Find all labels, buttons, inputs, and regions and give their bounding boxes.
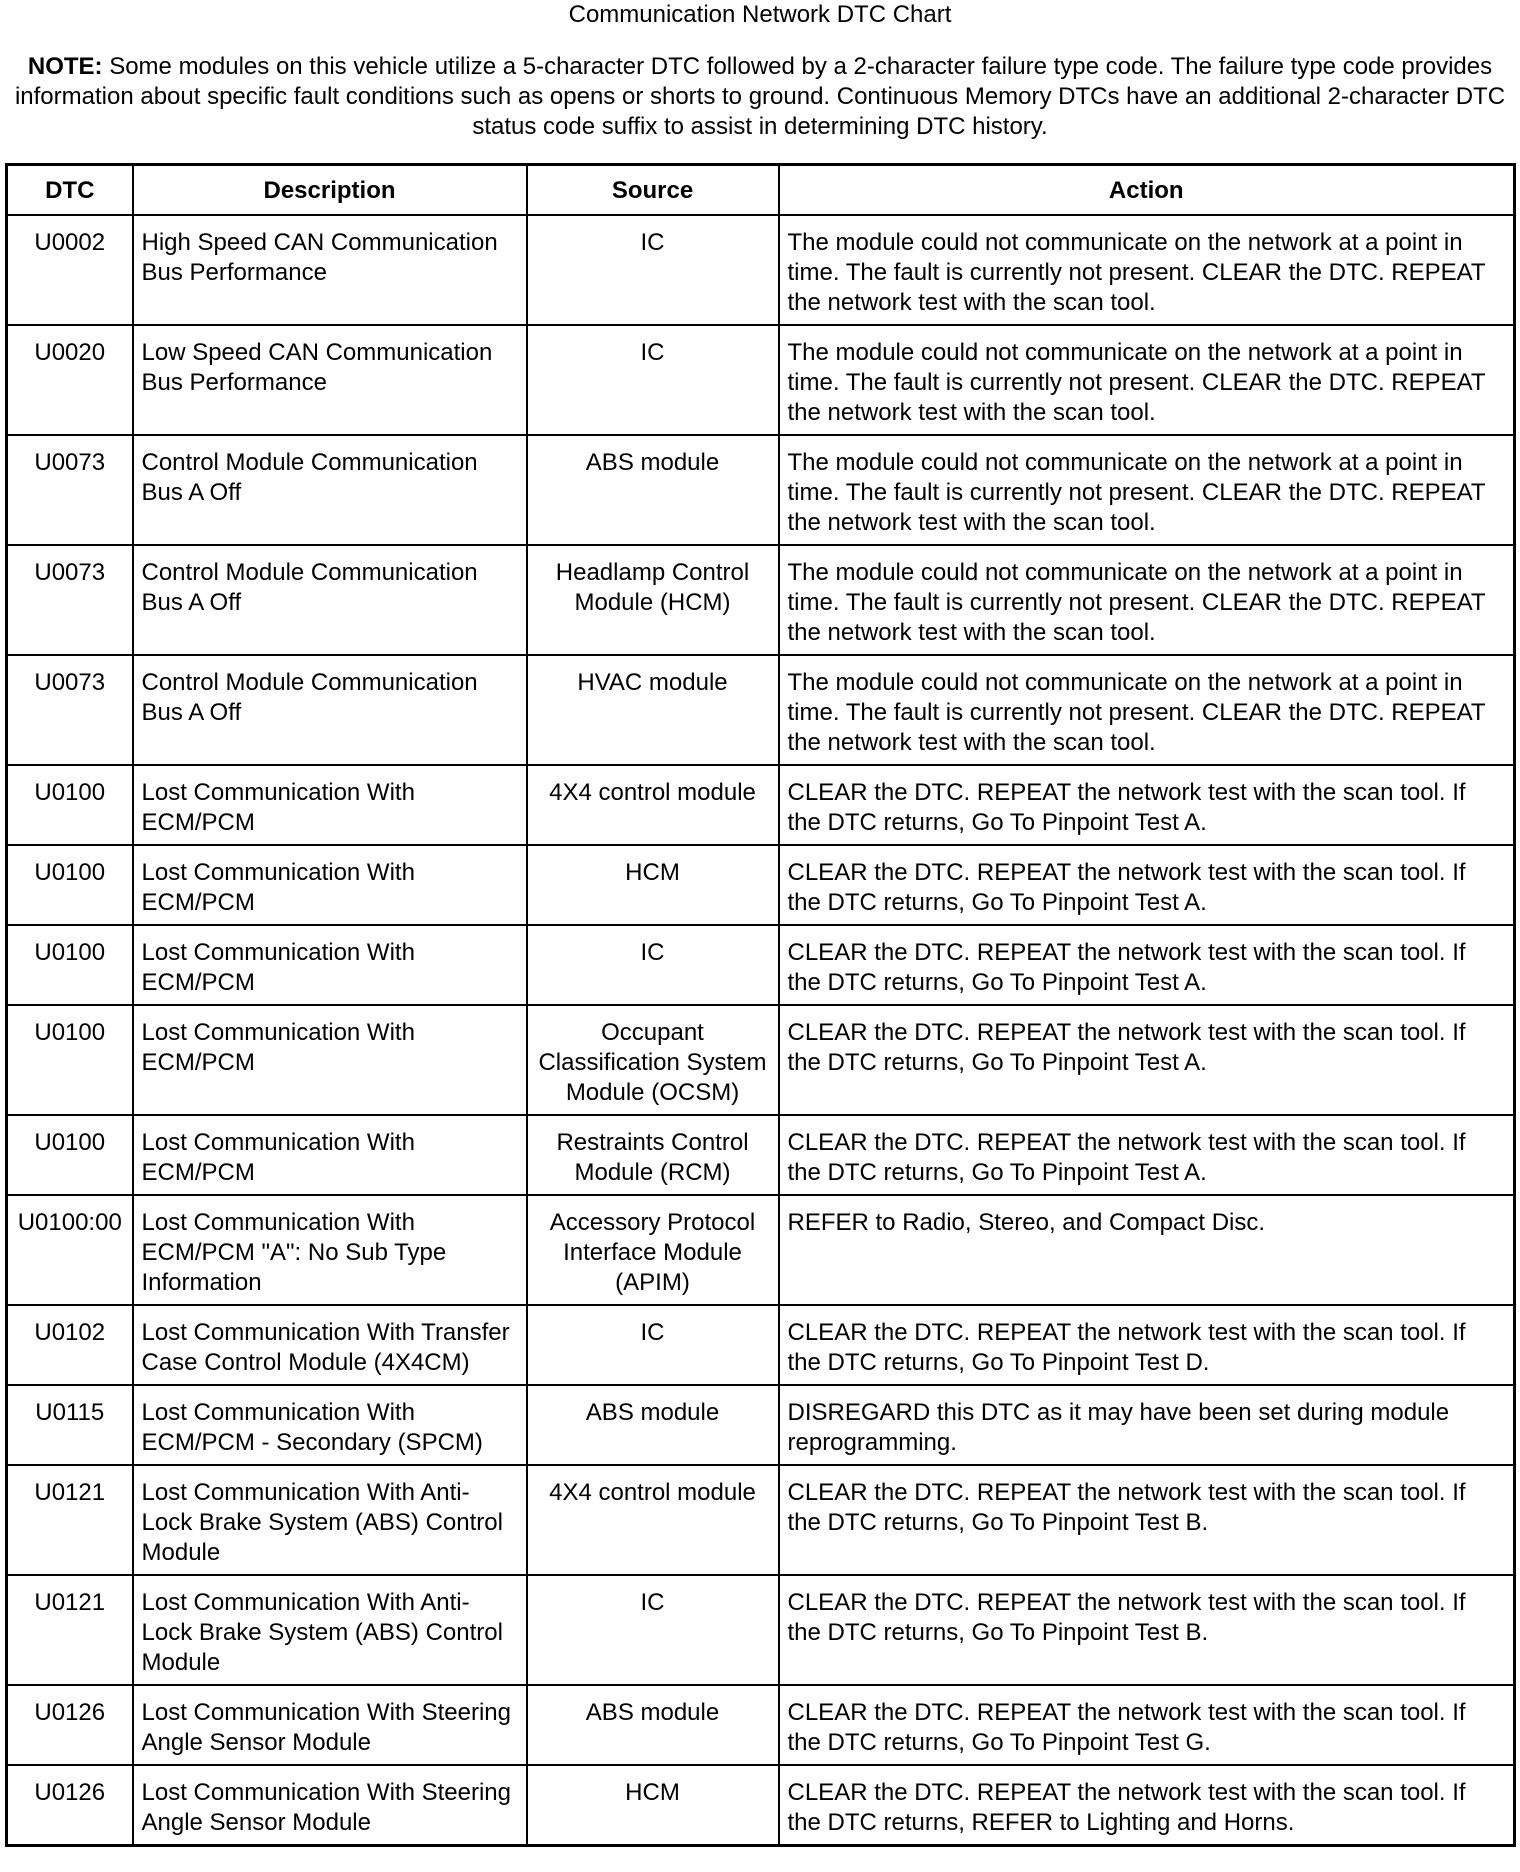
dtc-action: CLEAR the DTC. REPEAT the network test with the scan tool. If the DTC returns, Go To Pinpoint Test B. — [779, 1465, 1515, 1575]
dtc-source: Headlamp Control Module (HCM) — [527, 545, 779, 655]
dtc-code: U0121 — [7, 1575, 133, 1685]
dtc-source: IC — [527, 325, 779, 435]
table-row — [7, 925, 1515, 1005]
dtc-source: IC — [527, 925, 779, 1005]
dtc-action: The module could not communicate on the network at a point in time. The fault is currently not present. CLEAR the DTC. REPEAT the network test with the scan tool. — [779, 325, 1515, 435]
dtc-source: HCM — [527, 1765, 779, 1846]
table-header-row — [7, 165, 1515, 216]
dtc-action: CLEAR the DTC. REPEAT the network test with the scan tool. If the DTC returns, Go To Pinpoint Test A. — [779, 765, 1515, 845]
dtc-code: U0073 — [7, 545, 133, 655]
table-row — [7, 1305, 1515, 1385]
dtc-description: Lost Communication With ECM/PCM — [133, 1115, 527, 1195]
table-row — [7, 1465, 1515, 1575]
dtc-description: Control Module Communication Bus A Off — [133, 545, 527, 655]
table-row — [7, 1765, 1515, 1846]
column-header-action: Action — [779, 165, 1515, 216]
table-row — [7, 1115, 1515, 1195]
dtc-action: The module could not communicate on the network at a point in time. The fault is currently not present. CLEAR the DTC. REPEAT the network test with the scan tool. — [779, 215, 1515, 325]
dtc-description: Control Module Communication Bus A Off — [133, 655, 527, 765]
dtc-source: HCM — [527, 845, 779, 925]
dtc-action: CLEAR the DTC. REPEAT the network test with the scan tool. If the DTC returns, Go To Pinpoint Test B. — [779, 1575, 1515, 1685]
dtc-description: Lost Communication With Transfer Case Control Module (4X4CM) — [133, 1305, 527, 1385]
dtc-action: CLEAR the DTC. REPEAT the network test with the scan tool. If the DTC returns, Go To Pinpoint Test A. — [779, 1005, 1515, 1115]
table-row — [7, 435, 1515, 545]
dtc-action: CLEAR the DTC. REPEAT the network test with the scan tool. If the DTC returns, Go To Pinpoint Test A. — [779, 845, 1515, 925]
note-paragraph — [12, 52, 1508, 142]
dtc-action: REFER to Radio, Stereo, and Compact Disc. — [779, 1195, 1515, 1305]
dtc-source: ABS module — [527, 1385, 779, 1465]
table-row — [7, 1005, 1515, 1115]
table-row — [7, 545, 1515, 655]
column-header-description: Description — [133, 165, 527, 216]
table-row — [7, 325, 1515, 435]
table-row — [7, 1195, 1515, 1305]
dtc-code: U0073 — [7, 655, 133, 765]
dtc-description: Lost Communication With Steering Angle Sensor Module — [133, 1765, 527, 1846]
column-header-dtc: DTC — [7, 165, 133, 216]
dtc-action: The module could not communicate on the network at a point in time. The fault is currently not present. CLEAR the DTC. REPEAT the network test with the scan tool. — [779, 655, 1515, 765]
dtc-description: Lost Communication With ECM/PCM - Secondary (SPCM) — [133, 1385, 527, 1465]
dtc-code: U0126 — [7, 1765, 133, 1846]
table-row — [7, 1575, 1515, 1685]
page-title: Communication Network DTC Chart — [568, 1, 952, 28]
dtc-description: Lost Communication With ECM/PCM "A": No Sub Type Information — [133, 1195, 527, 1305]
dtc-code: U0100 — [7, 1005, 133, 1115]
dtc-code: U0100 — [7, 1115, 133, 1195]
dtc-action: DISREGARD this DTC as it may have been set during module reprogramming. — [779, 1385, 1515, 1465]
dtc-source: IC — [527, 1305, 779, 1385]
dtc-description: Low Speed CAN Communication Bus Performance — [133, 325, 527, 435]
table-row — [7, 765, 1515, 845]
dtc-description: Lost Communication With Anti-Lock Brake System (ABS) Control Module — [133, 1575, 527, 1685]
dtc-source: HVAC module — [527, 655, 779, 765]
dtc-code: U0100 — [7, 925, 133, 1005]
dtc-description: Control Module Communication Bus A Off — [133, 435, 527, 545]
dtc-description: Lost Communication With Anti-Lock Brake System (ABS) Control Module — [133, 1465, 527, 1575]
dtc-source: IC — [527, 1575, 779, 1685]
dtc-action: The module could not communicate on the network at a point in time. The fault is currently not present. CLEAR the DTC. REPEAT the network test with the scan tool. — [779, 545, 1515, 655]
dtc-source: 4X4 control module — [527, 765, 779, 845]
dtc-description: Lost Communication With ECM/PCM — [133, 845, 527, 925]
table-body — [7, 215, 1515, 1846]
dtc-code: U0073 — [7, 435, 133, 545]
table-row — [7, 845, 1515, 925]
dtc-source: Occupant Classification System Module (OCSM) — [527, 1005, 779, 1115]
note-label: NOTE: — [27, 53, 103, 80]
dtc-source: IC — [527, 215, 779, 325]
table-row — [7, 1385, 1515, 1465]
note-text: Some modules on this vehicle utilize a 5-character DTC followed by a 2-character failure type code. The failure type code provides information about specific fault conditions such as opens or shorts to ground. Continuous Memory DTCs have an additional 2-character DTC status code suffix to assist in determining DTC history. — [14, 53, 1506, 140]
dtc-code: U0100:00 — [7, 1195, 133, 1305]
dtc-description: Lost Communication With ECM/PCM — [133, 1005, 527, 1115]
dtc-description: Lost Communication With ECM/PCM — [133, 925, 527, 1005]
dtc-action: The module could not communicate on the network at a point in time. The fault is currently not present. CLEAR the DTC. REPEAT the network test with the scan tool. — [779, 435, 1515, 545]
dtc-code: U0121 — [7, 1465, 133, 1575]
dtc-code: U0102 — [7, 1305, 133, 1385]
dtc-action: CLEAR the DTC. REPEAT the network test with the scan tool. If the DTC returns, Go To Pinpoint Test G. — [779, 1685, 1515, 1765]
dtc-table — [5, 163, 1516, 1847]
dtc-source: 4X4 control module — [527, 1465, 779, 1575]
table-row — [7, 215, 1515, 325]
dtc-source: Accessory Protocol Interface Module (APIM) — [527, 1195, 779, 1305]
dtc-description: Lost Communication With ECM/PCM — [133, 765, 527, 845]
dtc-code: U0126 — [7, 1685, 133, 1765]
dtc-code: U0115 — [7, 1385, 133, 1465]
dtc-description: Lost Communication With Steering Angle Sensor Module — [133, 1685, 527, 1765]
dtc-description: High Speed CAN Communication Bus Performance — [133, 215, 527, 325]
dtc-source: ABS module — [527, 435, 779, 545]
dtc-code: U0100 — [7, 845, 133, 925]
dtc-action: CLEAR the DTC. REPEAT the network test with the scan tool. If the DTC returns, REFER to Lighting and Horns. — [779, 1765, 1515, 1846]
table-row — [7, 1685, 1515, 1765]
dtc-action: CLEAR the DTC. REPEAT the network test with the scan tool. If the DTC returns, Go To Pinpoint Test A. — [779, 925, 1515, 1005]
dtc-action: CLEAR the DTC. REPEAT the network test with the scan tool. If the DTC returns, Go To Pinpoint Test D. — [779, 1305, 1515, 1385]
dtc-source: Restraints Control Module (RCM) — [527, 1115, 779, 1195]
dtc-code: U0002 — [7, 215, 133, 325]
column-header-source: Source — [527, 165, 779, 216]
dtc-code: U0100 — [7, 765, 133, 845]
dtc-action: CLEAR the DTC. REPEAT the network test with the scan tool. If the DTC returns, Go To Pinpoint Test A. — [779, 1115, 1515, 1195]
dtc-code: U0020 — [7, 325, 133, 435]
dtc-source: ABS module — [527, 1685, 779, 1765]
table-row — [7, 655, 1515, 765]
